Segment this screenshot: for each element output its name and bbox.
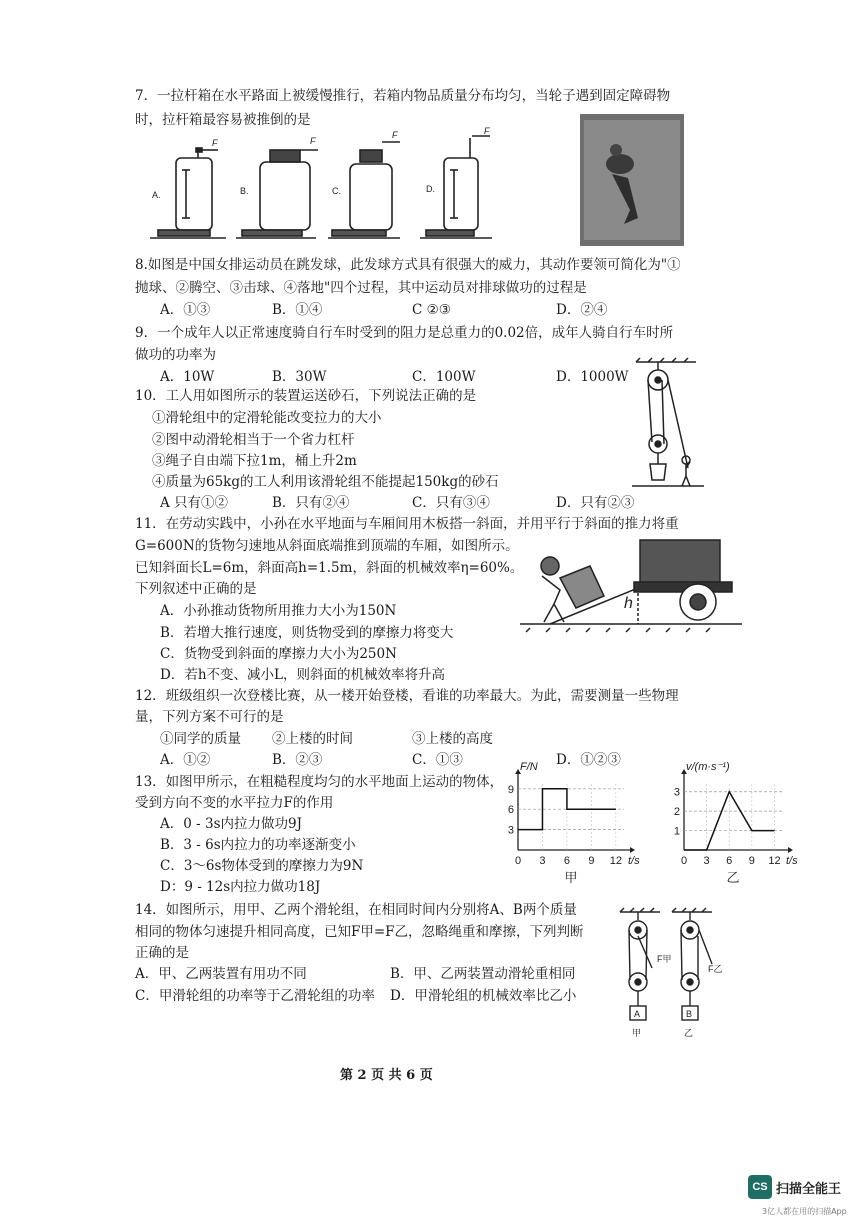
q10-option-a: A 只有①②: [160, 495, 229, 511]
q10-text-line1: 10．工人用如图所示的装置运送砂石，下列说法正确的是: [135, 388, 477, 404]
chart-yi-x-tick-label: 0: [680, 855, 688, 867]
chart-yi-x-tick-label: 3: [703, 855, 710, 867]
q14-option-b: B．甲、乙两装置动滑轮重相同: [390, 966, 576, 982]
q12-option-c: C．①③: [412, 752, 463, 768]
chart-jia-y-tick-label: 6: [507, 804, 514, 817]
q10-option-c: C．只有③④: [412, 495, 490, 511]
q14-text-line1: 14．如图所示，用甲、乙两个滑轮组，在相同时间内分别将A、B两个质量: [135, 902, 577, 918]
q7-suitcase-figures: [150, 128, 510, 246]
volleyball-photo: [580, 114, 684, 246]
q9-text-line1: 9．一个成年人以正常速度骑自行车时受到的阻力是总重力的0.02倍，成年人骑自行车时所: [135, 325, 674, 341]
q14-option-a: A．甲、乙两装置有用功不同: [135, 966, 307, 982]
q10-option-d: D．只有②③: [556, 495, 635, 511]
chart-jia-x-axis-label: t/s: [628, 855, 640, 867]
q7-label-d: D.: [426, 184, 435, 194]
chart-yi-x-tick-label: 6: [726, 855, 733, 867]
chart-yi-title: 乙: [726, 870, 740, 885]
q9-option-d: D．1000W: [556, 369, 629, 385]
q7-label-a: A.: [152, 190, 161, 200]
q8-text-line1: 8.如图是中国女排运动员在跳发球，此发球方式具有很强大的威力，其动作要领可简化为"①: [135, 257, 681, 273]
q14-option-c: C．甲滑轮组的功率等于乙滑轮组的功率: [135, 988, 375, 1004]
q9-option-c: C．100W: [412, 369, 476, 385]
chart-yi-y-tick-label: 2: [673, 806, 680, 819]
chart-jia-x-tick-label: 12: [609, 855, 622, 867]
chart-jia-y-axis-label: F/N: [520, 761, 538, 773]
q12-text-line1: 12．班级组织一次登楼比赛，从一楼开始登楼，看谁的功率最大。为此，需要测量一些物理: [135, 688, 679, 704]
chart-yi-y-axis-label: v/(m·s⁻¹): [686, 761, 730, 773]
chart-jia-y-tick-label: 3: [507, 824, 514, 837]
q13-option-a: A．0 - 3s内拉力做功9J: [160, 816, 303, 832]
q11-option-c: C．货物受到斜面的摩擦力大小为250N: [160, 646, 397, 662]
q11-text-line2: G=600N的货物匀速地从斜面底端推到顶端的车厢，如图所示。: [135, 538, 519, 554]
q13-option-b: B．3 - 6s内拉力的功率逐渐变小: [160, 837, 356, 853]
q14-text-line2: 相同的物体匀速提升相同高度，已知F甲=F乙，忽略绳重和摩擦，下列判断: [135, 924, 584, 940]
q11-option-b: B．若增大推行速度，则货物受到的摩擦力将变大: [160, 625, 454, 641]
q8-text-line2: 抛球、②腾空、③击球、④落地"四个过程，其中运动员对排球做功的过程是: [135, 280, 587, 296]
q14-caption-yi: 乙: [684, 1028, 694, 1038]
chart-jia-x-tick-label: 6: [563, 855, 570, 867]
q10-statement-3: ③绳子自由端下拉1m，桶上升2m: [152, 453, 357, 469]
scanner-brand-name: 扫描全能王: [776, 1182, 842, 1197]
chart-jia-x-tick-label: 9: [588, 855, 595, 867]
q12-option-d: D．①②③: [556, 752, 621, 768]
q13-option-d: D：9 - 12s内拉力做功18J: [160, 879, 321, 895]
q13-text-line1: 13．如图甲所示，在粗糙程度均匀的水平地面上运动的物体，: [135, 774, 504, 790]
q8-option-d: D．②④: [556, 302, 608, 318]
q11-option-d: D．若h不变、减小L，则斜面的机械效率将升高: [160, 667, 445, 683]
q11-text-line1: 11．在劳动实践中，小孙在水平地面与车厢间用木板搭一斜面，并用平行于斜面的推力将重: [135, 516, 679, 532]
q8-option-a: A．①③: [160, 302, 211, 318]
q7-text-line1: 7．一拉杆箱在水平路面上被缓慢推行，若箱内物品质量分布均匀，当轮子遇到固定障碍物: [135, 88, 671, 104]
q7-label-b: B.: [240, 186, 249, 196]
q14-pulley-systems-figure: [614, 906, 723, 1048]
q14-option-d: D．甲滑轮组的机械效率比乙小: [390, 988, 577, 1004]
chart-jia-series-line: [518, 789, 616, 830]
q14-force-yi-label: F乙: [708, 964, 723, 974]
q13-text-line2: 受到方向不变的水平拉力F的作用: [135, 795, 334, 811]
q7-force-label-c: F: [392, 130, 398, 140]
q14-box-a-label: A: [634, 1009, 641, 1019]
q11-text-line4: 下列叙述中正确的是: [135, 581, 257, 597]
q9-option-a: A．10W: [160, 369, 215, 385]
q10-statement-4: ④质量为65kg的工人利用该滑轮组不能提起150kg的砂石: [152, 474, 499, 490]
q8-option-b: B．①④: [272, 302, 323, 318]
q14-box-b-label: B: [686, 1009, 693, 1019]
q10-statement-2: ②图中动滑轮相当于一个省力杠杆: [152, 432, 355, 448]
q10-pulley-worker-figure: [632, 358, 704, 494]
chart-yi-x-tick-label: 9: [748, 855, 755, 867]
q14-force-jia-label: F甲: [657, 954, 672, 964]
chart-yi-y-tick-label: 1: [673, 825, 680, 838]
chart-yi-x-tick-label: 12: [768, 855, 781, 867]
scanner-logo-icon: CS: [748, 1175, 772, 1199]
chart-jia-y-tick-label: 9: [507, 783, 514, 796]
q12-item-3: ③上楼的高度: [412, 731, 493, 747]
q8-option-c: C ②③: [412, 302, 451, 318]
q11-text-line3: 已知斜面长L=6m，斜面高h=1.5m，斜面的机械效率η=60%。: [135, 560, 524, 576]
q14-caption-jia: 甲: [632, 1028, 642, 1038]
chart-yi-x-axis-label: t/s: [786, 855, 798, 867]
q10-statement-1: ①滑轮组中的定滑轮能改变拉力的大小: [152, 410, 382, 426]
q9-option-b: B．30W: [272, 369, 327, 385]
q7-text-line2: 时，拉杆箱最容易被推倒的是: [135, 112, 311, 128]
chart-yi: [666, 761, 800, 888]
q13-option-c: C．3～6s物体受到的摩擦力为9N: [160, 858, 364, 874]
chart-jia-x-tick-label: 0: [514, 855, 522, 867]
q7-label-c: C.: [332, 186, 341, 196]
q14-text-line3: 正确的是: [135, 945, 189, 961]
q12-item-2: ②上楼的时间: [272, 731, 353, 747]
q12-option-b: B．②③: [272, 752, 323, 768]
chart-yi-y-tick-label: 3: [673, 786, 680, 799]
chart-jia: [498, 761, 648, 888]
chart-jia-x-arrow: [630, 847, 635, 853]
q12-text-line2: 量，下列方案不可行的是: [135, 709, 284, 725]
chart-yi-x-arrow: [788, 847, 793, 853]
q11-ramp-truck-figure: [520, 532, 742, 636]
chart-jia-x-tick-label: 3: [539, 855, 546, 867]
q11-h-label: h: [624, 595, 633, 612]
chart-jia-title: 甲: [564, 870, 578, 885]
scanner-watermark: [748, 1173, 860, 1219]
q10-option-b: B．只有②④: [272, 495, 350, 511]
q12-option-a: A．①②: [160, 752, 211, 768]
page-footer: 第 2 页 共 6 页: [340, 1068, 433, 1083]
q9-text-line2: 做功的功率为: [135, 347, 216, 363]
q12-item-1: ①同学的质量: [160, 731, 241, 747]
q7-force-label-d: F: [484, 126, 490, 136]
q11-option-a: A．小孙推动货物所用推力大小为150N: [160, 603, 397, 619]
q7-force-label-a: F: [212, 138, 218, 148]
scanner-brand-tagline: 3亿人都在用的扫描App: [762, 1207, 847, 1216]
q7-force-label-b: F: [310, 136, 316, 146]
